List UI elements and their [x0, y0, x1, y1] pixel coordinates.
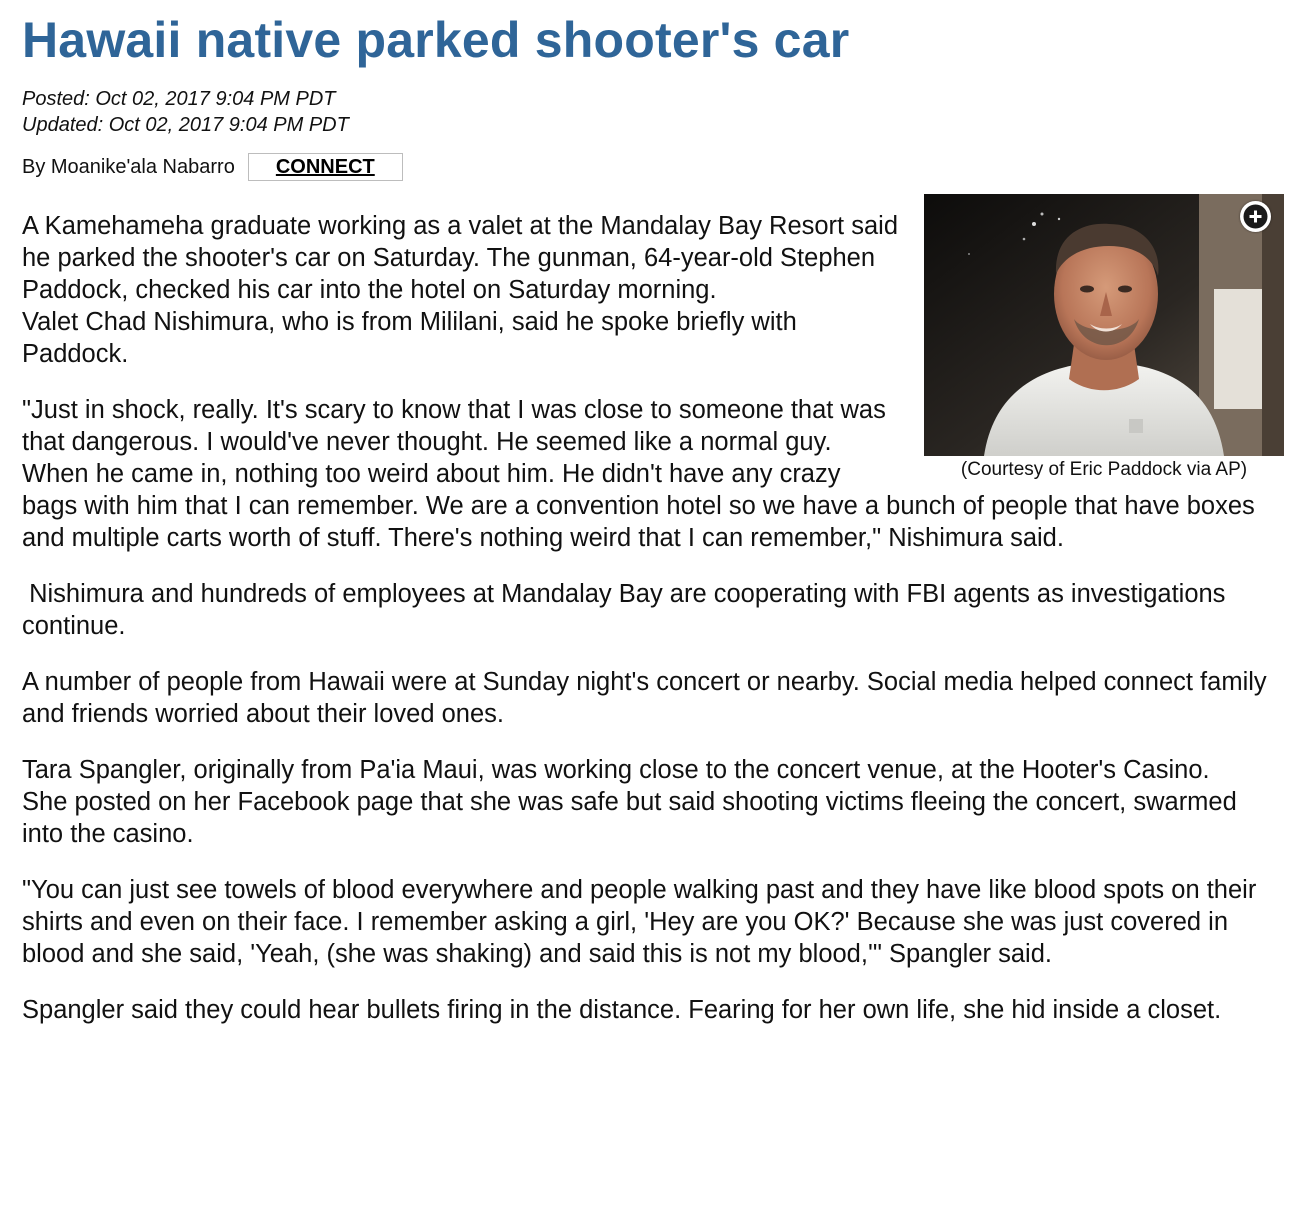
paragraph-line: "You can just see towels of blood everywhere and people walking past and they have like blood spots on their shirts and even on their face. I remember asking a girl, 'Hey are you OK?' Because she was just covered in blood and she said, 'Yeah, (she was shaking) and said this is not my blood,'" Spangler said. [22, 876, 1257, 968]
article-dates [22, 86, 1284, 138]
paragraph-line: A Kamehameha graduate working as a valet at the Mandalay Bay Resort said he parked the shooter's car on Saturday. The gunman, 64-year-old Stephen Paddock, checked his car into the hotel on Saturday morning. [22, 212, 899, 304]
paragraph-line: Tara Spangler, originally from Pa'ia Maui, was working close to the concert venue, at the Hooter's Casino. [22, 756, 1210, 784]
paragraph-line: A number of people from Hawaii were at Sunday night's concert or nearby. Social media helped connect family and friends worried about their loved ones. [22, 668, 1267, 728]
posted-date: Posted: Oct 02, 2017 9:04 PM PDT [22, 88, 336, 110]
article-page [22, 0, 1284, 1050]
article-paragraph [22, 994, 1284, 1026]
byline-row [22, 152, 1284, 182]
author-byline: By Moanike'ala Nabarro [22, 156, 235, 178]
article-paragraph [22, 754, 1284, 850]
connect-button[interactable]: CONNECT [248, 153, 403, 181]
updated-date: Updated: Oct 02, 2017 9:04 PM PDT [22, 114, 349, 136]
article-paragraph [22, 578, 1284, 642]
article-photo-figure [924, 194, 1284, 482]
paragraph-line: Spangler said they could hear bullets firing in the distance. Fearing for her own life, she hid inside a closet. [22, 996, 1222, 1024]
portrait-image [924, 194, 1284, 456]
article-paragraph [22, 874, 1284, 970]
article-photo[interactable] [924, 194, 1284, 456]
paragraph-line: She posted on her Facebook page that she was safe but said shooting victims fleeing the concert, swarmed into the casino. [22, 788, 1237, 848]
plus-circle-icon[interactable] [1240, 201, 1271, 232]
paragraph-line: Nishimura and hundreds of employees at Mandalay Bay are cooperating with FBI agents as investigations continue. [22, 580, 1233, 640]
article-paragraph [22, 666, 1284, 730]
paragraph-line: Valet Chad Nishimura, who is from Mililani, said he spoke briefly with Paddock. [22, 308, 797, 368]
article-body [22, 210, 1284, 1026]
photo-caption: (Courtesy of Eric Paddock via AP) [960, 459, 1248, 480]
paragraph-line: "Just in shock, really. It's scary to know that I was close to someone that was that dangerous. I would've never thought. He seemed like a normal guy. When he came in, nothing too weird about him. He didn't have any crazy bags with him that I can remember. We are a convention hotel so we have a bunch of people that have boxes and multiple carts worth of stuff. There's nothing weird that I can remember," Nishimura said. [22, 396, 1255, 552]
article-headline: Hawaii native parked shooter's car [22, 12, 850, 68]
